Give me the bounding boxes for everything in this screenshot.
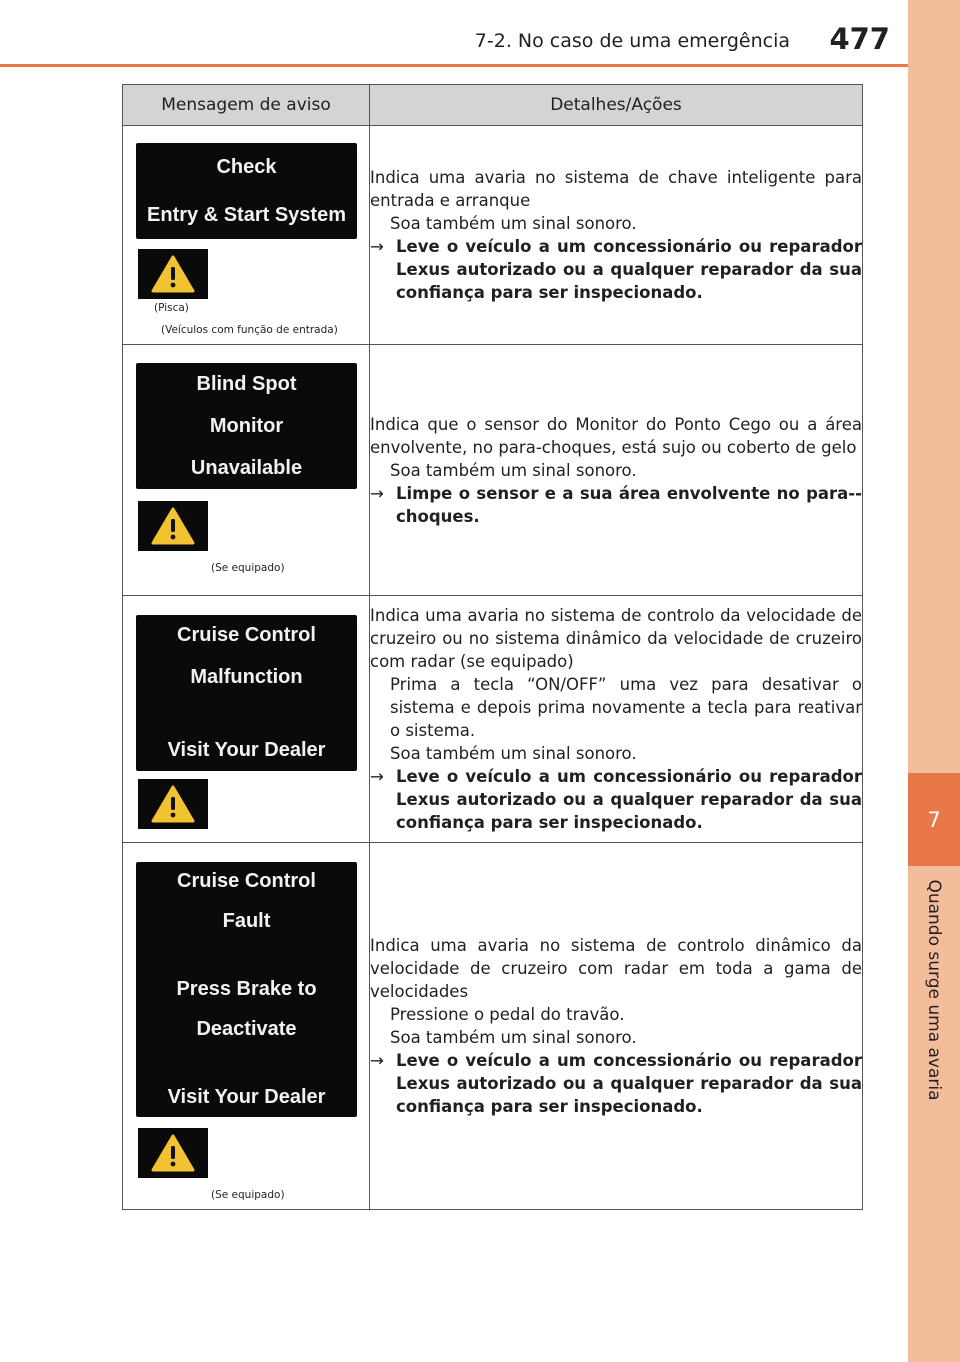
sub-note: Pressione o pedal do travão. xyxy=(390,1005,625,1024)
sub-note: Prima a tecla “ON/OFF” uma vez para desativar o sistema e depois prima novamente a tecla para reativar o sistema. xyxy=(390,675,862,740)
action-text: Leve o veículo a um concessionário ou reparador Lexus autorizado ou a qualquer reparador da sua confiança para ser inspecionado. xyxy=(396,1051,862,1116)
warning-triangle-icon xyxy=(138,779,208,829)
equipment-note: (Se equipado) xyxy=(211,1189,285,1201)
screen-line: Cruise Control xyxy=(177,870,316,893)
chapter-label: Quando surge uma avaria xyxy=(924,879,944,1101)
action-text: Leve o veículo a um concessionário ou reparador Lexus autorizado ou a qualquer reparador da sua confiança para ser inspecionado. xyxy=(396,237,862,302)
display-screen xyxy=(136,615,357,771)
screen-line: Visit Your Dealer xyxy=(167,1085,326,1108)
action-item xyxy=(370,1049,862,1118)
sub-note: Soa também um sinal sonoro. xyxy=(390,460,637,480)
warning-triangle-icon xyxy=(138,249,208,299)
warning-description: Indica uma avaria no sistema de controlo da velocidade de cruzeiro ou no sistema dinâmico da velocidade de cruzeiro com radar (se equipado) xyxy=(370,606,862,671)
warning-image-cell xyxy=(123,843,370,1210)
right-arrow-icon: → xyxy=(370,1051,384,1070)
action-text: Limpe o sensor e a sua área envolvente no para--choques. xyxy=(396,483,862,526)
action-text: Leve o veículo a um concessionário ou reparador Lexus autorizado ou a qualquer reparador da sua confiança para ser inspecionado. xyxy=(396,767,862,832)
warning-triangle-icon xyxy=(138,501,208,551)
action-item xyxy=(370,235,862,304)
sub-note: Soa também um sinal sonoro. xyxy=(390,214,637,233)
column-header: Mensagem de aviso xyxy=(123,85,370,126)
details-cell xyxy=(370,345,863,596)
action-item xyxy=(370,765,862,834)
warning-image-cell xyxy=(123,126,370,345)
right-arrow-icon: → xyxy=(370,237,384,256)
right-arrow-icon: → xyxy=(370,767,384,786)
warning-image-cell xyxy=(123,596,370,843)
page-number: 477 xyxy=(829,22,890,56)
equipment-note: (Se equipado) xyxy=(211,562,285,574)
table-header-row xyxy=(123,85,863,126)
warning-description: Indica que o sensor do Monitor do Ponto Cego ou a área envolvente, no para-choques, está sujo ou coberto de gelo xyxy=(370,414,862,457)
table-row xyxy=(123,126,863,345)
side-tab xyxy=(908,0,960,1362)
table-row xyxy=(123,345,863,596)
sub-note: Soa também um sinal sonoro. xyxy=(390,744,637,763)
chapter-number: 7 xyxy=(908,773,960,866)
screen-line: Deactivate xyxy=(196,1017,297,1040)
screen-line: Malfunction xyxy=(190,666,303,689)
display-screen xyxy=(136,363,357,489)
flash-note: (Pisca) xyxy=(154,302,189,314)
vehicle-note: (Veículos com função de entrada) xyxy=(161,324,338,336)
display-screen xyxy=(136,143,357,239)
column-header: Detalhes/Ações xyxy=(370,85,863,126)
screen-line: Press Brake to xyxy=(176,977,317,1000)
page-header xyxy=(0,0,908,70)
warning-description: Indica uma avaria no sistema de chave inteligente para entrada e arranque xyxy=(370,168,862,210)
warning-description: Indica uma avaria no sistema de controlo dinâmico da velocidade de cruzeiro com radar em toda a gama de velocidades xyxy=(370,936,862,1001)
screen-line: Cruise Control xyxy=(177,624,316,647)
sub-note: Soa também um sinal sonoro. xyxy=(390,1028,637,1047)
screen-line: Unavailable xyxy=(190,456,303,479)
table-row xyxy=(123,596,863,843)
warning-image-cell xyxy=(123,345,370,596)
action-item xyxy=(370,482,862,528)
details-cell xyxy=(370,596,863,843)
warning-message-table xyxy=(122,84,863,1210)
screen-line: Check xyxy=(216,155,277,178)
screen-line: Entry & Start System xyxy=(147,203,346,226)
warning-triangle-icon xyxy=(138,1128,208,1178)
header-divider xyxy=(0,64,908,67)
details-cell xyxy=(370,126,863,345)
display-screen xyxy=(136,862,357,1117)
screen-line: Blind Spot xyxy=(196,372,297,395)
screen-line: Fault xyxy=(222,909,271,932)
right-arrow-icon: → xyxy=(370,483,384,503)
screen-line: Visit Your Dealer xyxy=(167,738,326,761)
screen-line: Monitor xyxy=(209,414,284,437)
details-cell xyxy=(370,843,863,1210)
section-title: 7-2. No caso de uma emergência xyxy=(474,30,790,52)
table-row xyxy=(123,843,863,1210)
